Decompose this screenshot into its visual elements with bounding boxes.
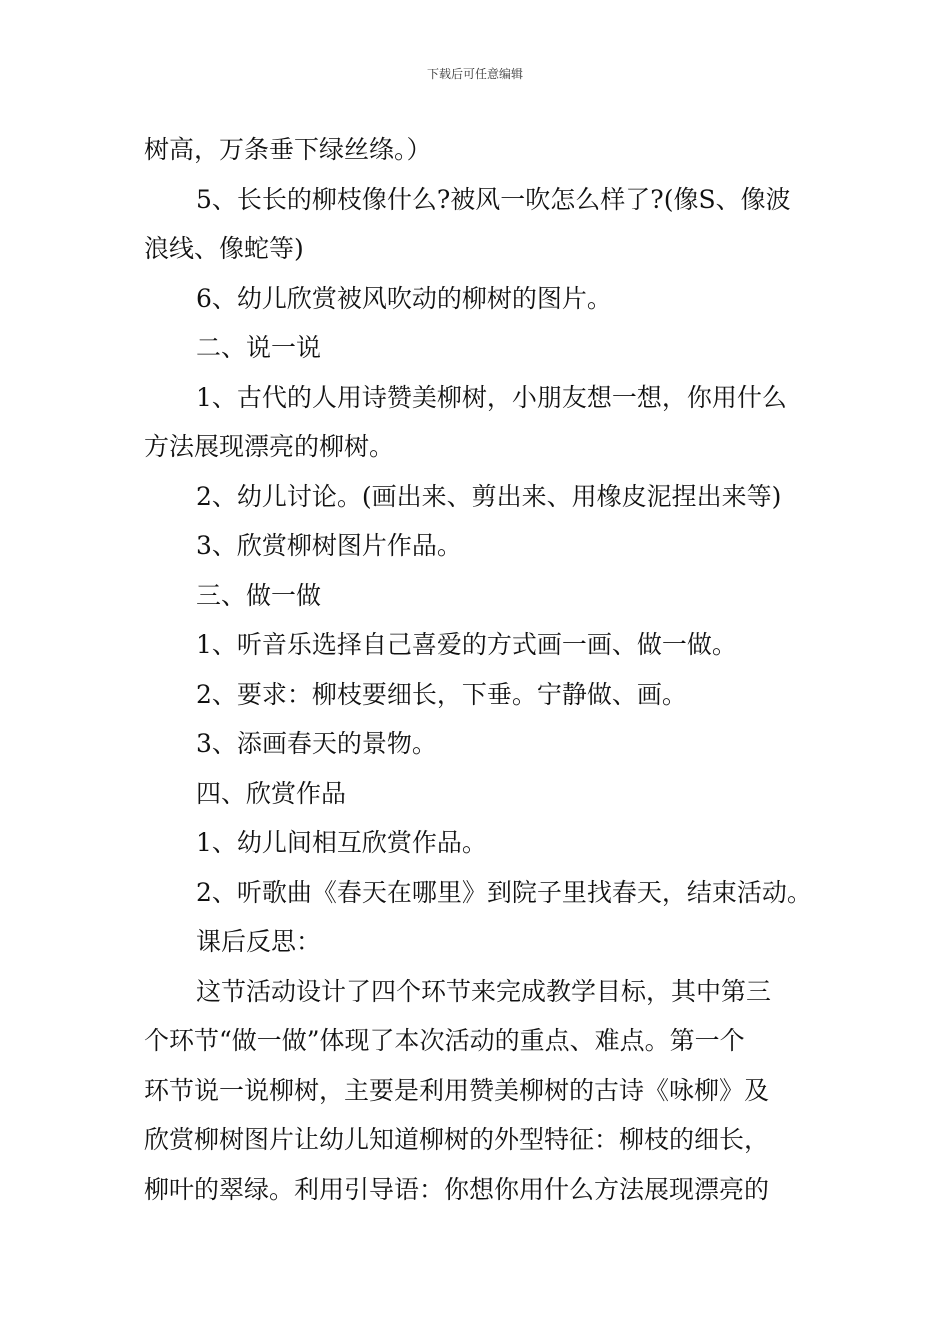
text-line-15: 1、幼儿间相互欣赏作品。	[196, 828, 487, 857]
text-line-13: 3、添画春天的景物。	[196, 729, 437, 758]
text-line-16: 2、听歌曲《春天在哪里》到院子里找春天，结束活动。	[196, 877, 812, 907]
text-line-7: 方法展现漂亮的柳树。	[144, 432, 395, 461]
page-header: 下载后可任意编辑	[426, 67, 523, 81]
reflection-heading: 课后反思：	[196, 927, 322, 956]
text-line-12: 2、要求：柳枝要细长，下垂。宁静做、画。	[196, 679, 687, 709]
text-line-3: 浪线、像蛇等)	[144, 234, 304, 263]
text-line-1: 树高，万条垂下绿丝绦。）	[144, 135, 432, 164]
text-line-6: 1、古代的人用诗赞美柳树，小朋友想一想，你用什么	[196, 382, 787, 412]
text-line-2: 5、长长的柳枝像什么?被风一吹怎么样了?(像S、像波	[196, 184, 791, 214]
section-heading-2: 二、说一说	[196, 333, 322, 362]
section-heading-4: 四、欣赏作品	[196, 778, 347, 808]
document-body	[144, 127, 824, 1216]
text-line-20: 环节说一说柳树，主要是利用赞美柳树的古诗《咏柳》及	[144, 1075, 770, 1105]
text-line-11: 1、听音乐选择自己喜爱的方式画一画、做一做。	[196, 630, 737, 659]
text-line-19: 个环节“做一做”体现了本次活动的重点、难点。第一个	[144, 1026, 745, 1055]
text-line-9: 3、欣赏柳树图片作品。	[196, 531, 462, 560]
section-heading-3: 三、做一做	[196, 580, 322, 610]
text-line-22: 柳叶的翠绿。利用引导语：你想你用什么方法展现漂亮的	[144, 1174, 770, 1204]
text-line-8: 2、幼儿讨论。(画出来、剪出来、用橡皮泥捏出来等)	[196, 481, 782, 511]
text-line-18: 这节活动设计了四个环节来完成教学目标，其中第三	[196, 976, 772, 1006]
text-line-4: 6、幼儿欣赏被风吹动的柳树的图片。	[196, 283, 612, 313]
text-line-21: 欣赏柳树图片让幼儿知道柳树的外型特征：柳枝的细长，	[144, 1125, 770, 1154]
